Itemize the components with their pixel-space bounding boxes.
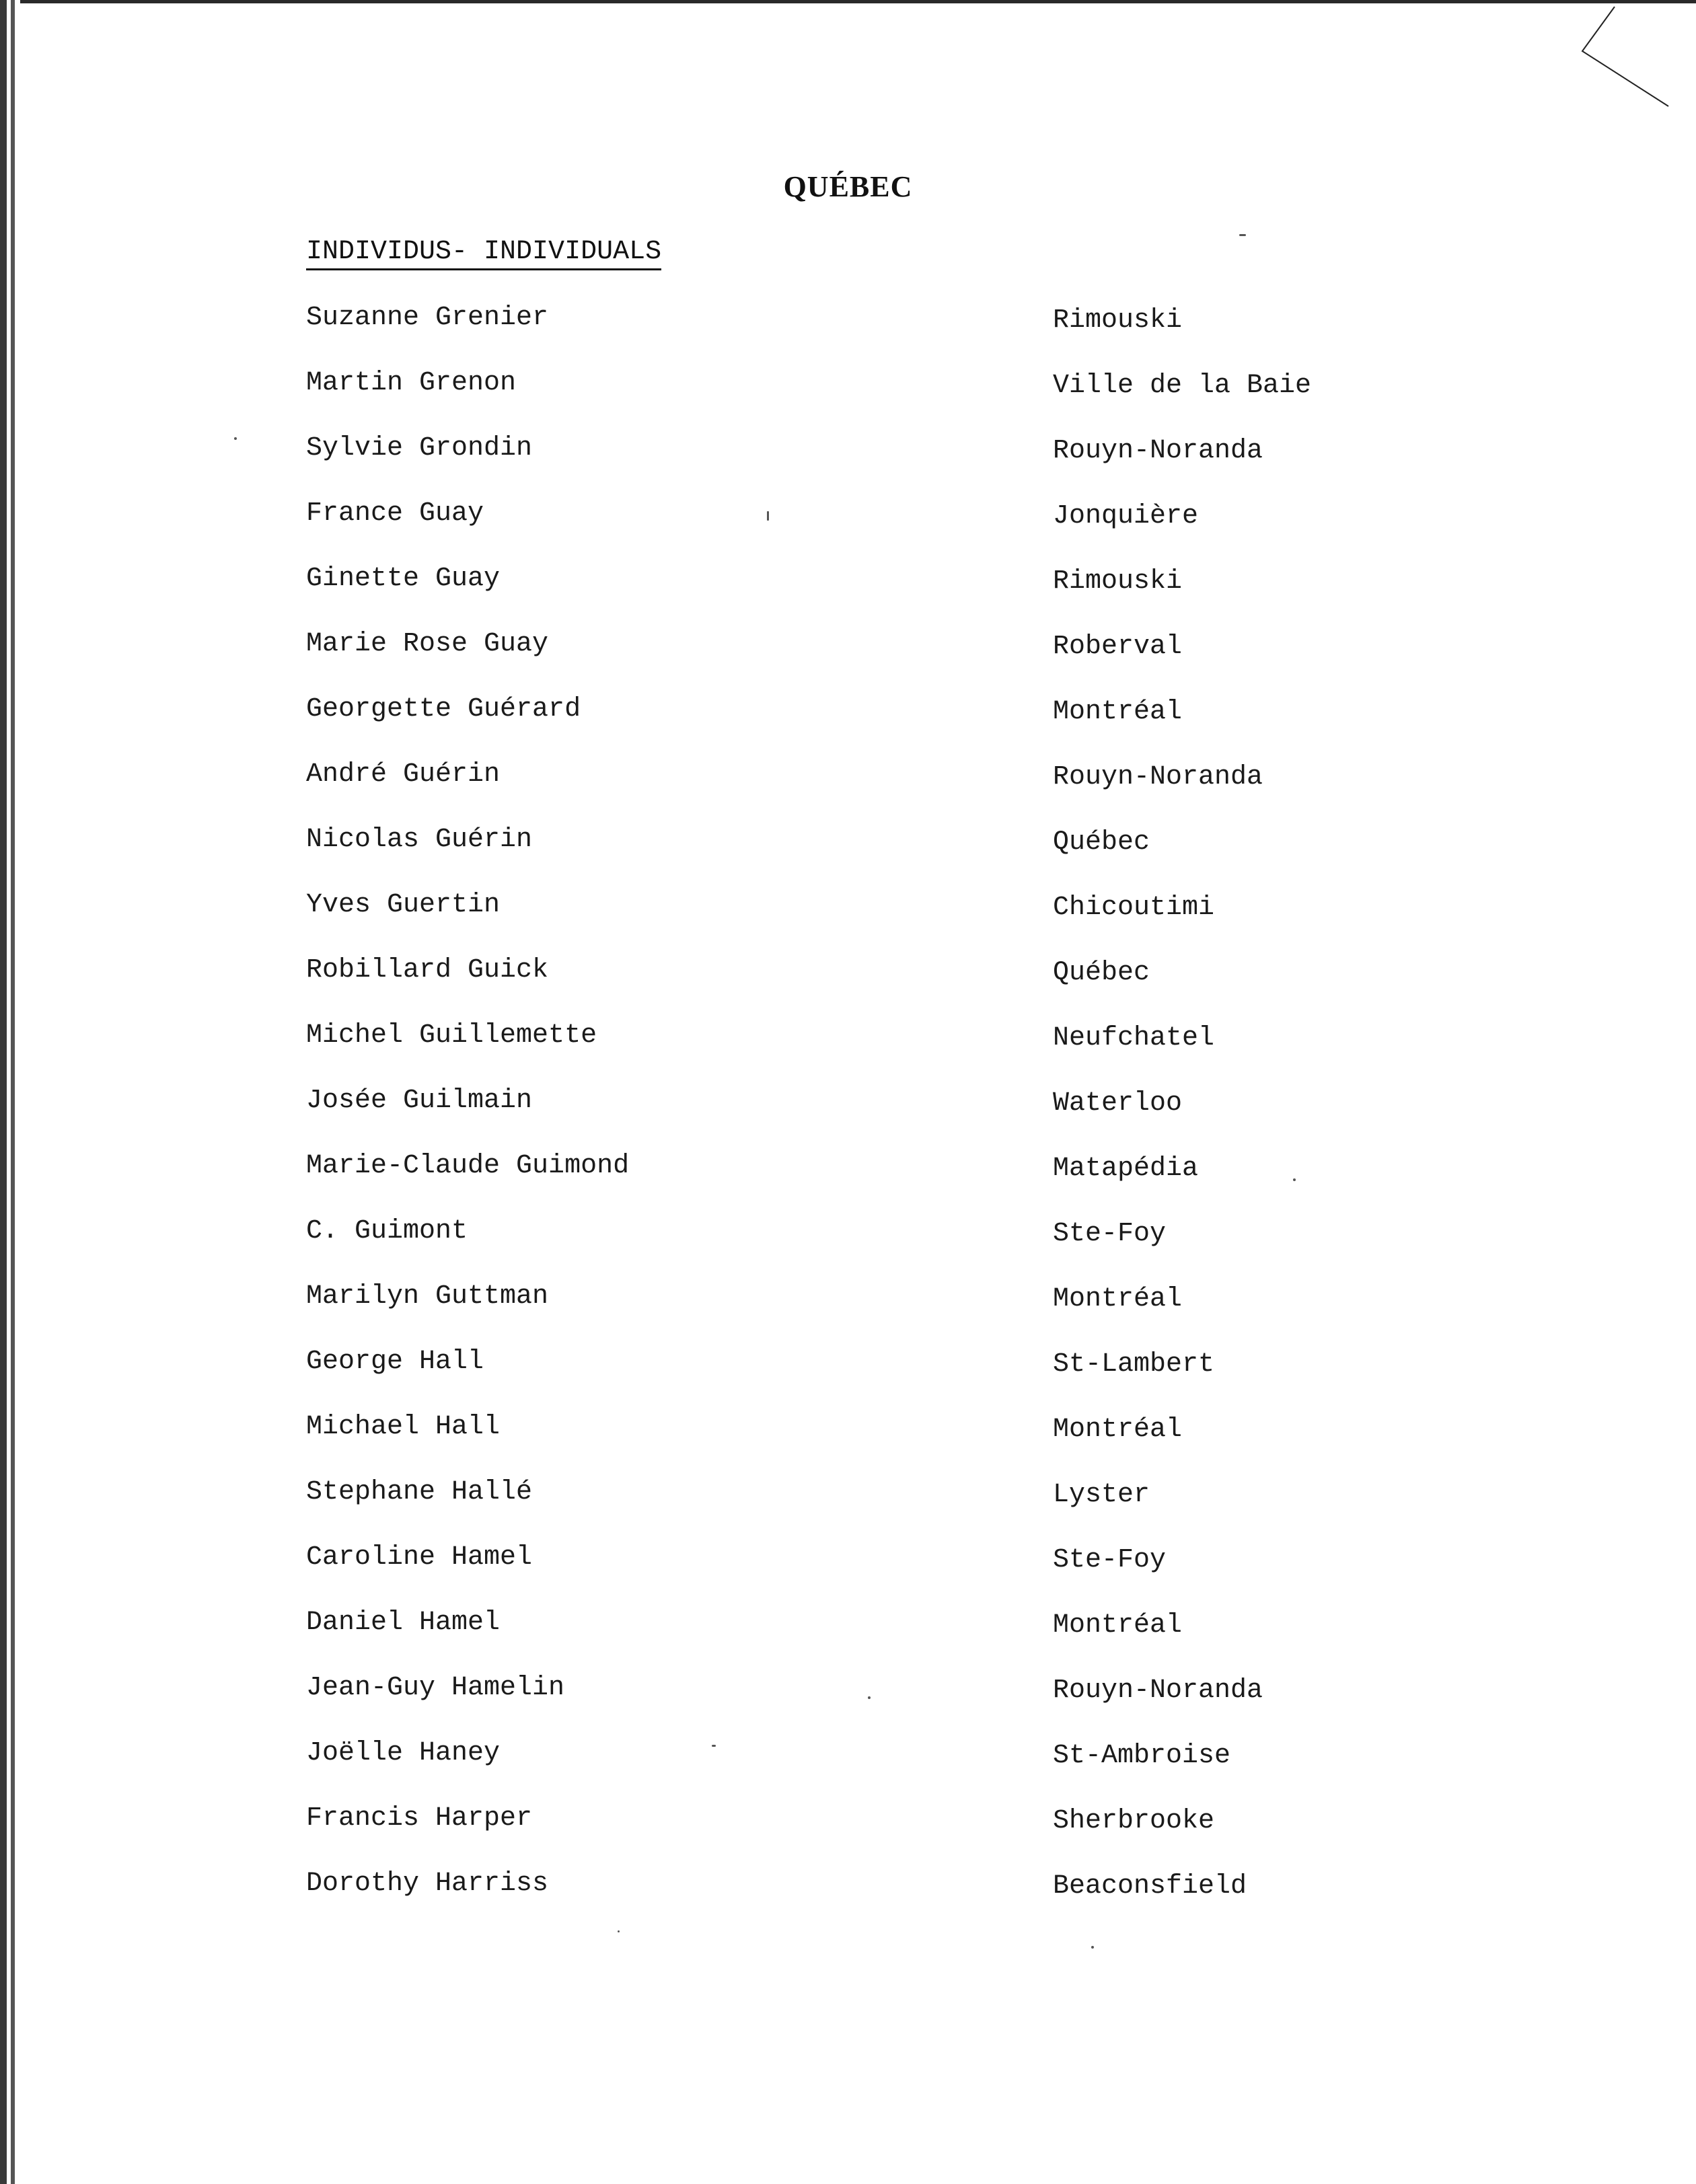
list-item [0, 622, 1696, 687]
individual-name: Jean-Guy Hamelin [306, 1673, 565, 1703]
individual-city: St-Ambroise [1053, 1741, 1231, 1771]
list-item [0, 1014, 1696, 1079]
individual-name: Suzanne Grenier [306, 303, 549, 333]
scan-speck [618, 1930, 620, 1932]
individual-name: Sylvie Grondin [306, 433, 533, 463]
individual-city: Rouyn-Noranda [1053, 762, 1263, 792]
list-item [0, 1405, 1696, 1470]
individual-city: Québec [1053, 958, 1150, 988]
individual-name: Michael Hall [306, 1412, 501, 1442]
individual-city: Jonquière [1053, 501, 1199, 531]
individual-name: Robillard Guick [306, 955, 549, 985]
list-item [0, 1666, 1696, 1731]
list-item [0, 883, 1696, 948]
list-item [0, 948, 1696, 1014]
individual-city: Rimouski [1053, 305, 1183, 336]
list-item [0, 1731, 1696, 1797]
individual-city: Neufchatel [1053, 1023, 1215, 1053]
individual-city: Québec [1053, 827, 1150, 858]
list-item [0, 492, 1696, 557]
individual-city: Chicoutimi [1053, 893, 1215, 923]
individual-name: C. Guimont [306, 1216, 468, 1246]
individual-city: St-Lambert [1053, 1349, 1215, 1380]
scan-speck [1239, 234, 1246, 236]
individual-city: Montréal [1053, 697, 1183, 727]
list-item [0, 1601, 1696, 1666]
individual-name: Dorothy Harriss [306, 1869, 549, 1899]
individual-city: Ville de la Baie [1053, 371, 1312, 401]
scan-speck [1293, 1178, 1296, 1181]
list-item [0, 1470, 1696, 1536]
individual-city: Ste-Foy [1053, 1545, 1167, 1575]
top-edge [20, 0, 1696, 3]
individual-name: Martin Grenon [306, 368, 517, 398]
individual-city: Rouyn-Noranda [1053, 436, 1263, 466]
individual-name: Georgette Guérard [306, 694, 581, 724]
scan-speck [767, 511, 769, 521]
scan-speck [1091, 1946, 1094, 1949]
individual-name: Yves Guertin [306, 890, 501, 920]
individual-name: Francis Harper [306, 1803, 533, 1834]
list-item [0, 1079, 1696, 1144]
individual-name: Marilyn Guttman [306, 1281, 549, 1312]
individual-city: Beaconsfield [1053, 1871, 1247, 1901]
individual-name: France Guay [306, 498, 484, 529]
scan-speck [868, 1696, 871, 1699]
individual-city: Montréal [1053, 1415, 1183, 1445]
individual-city: Lyster [1053, 1480, 1150, 1510]
list-item [0, 557, 1696, 622]
individual-name: Joëlle Haney [306, 1738, 501, 1768]
list-item [0, 426, 1696, 492]
individual-city: Rimouski [1053, 566, 1183, 597]
page-heading: QUÉBEC [783, 170, 913, 203]
individual-name: Marie-Claude Guimond [306, 1151, 630, 1181]
individual-name: Daniel Hamel [306, 1608, 501, 1638]
individual-name: Caroline Hamel [306, 1542, 533, 1573]
individual-name: George Hall [306, 1347, 484, 1377]
section-heading: INDIVIDUS- INDIVIDUALS [306, 237, 661, 270]
list-item [0, 1536, 1696, 1601]
individual-city: Rouyn-Noranda [1053, 1675, 1263, 1706]
individual-city: Waterloo [1053, 1088, 1183, 1119]
individual-city: Matapédia [1053, 1154, 1199, 1184]
individual-city: Montréal [1053, 1284, 1183, 1314]
list-item [0, 687, 1696, 753]
individuals-list [0, 296, 1696, 1927]
list-item [0, 296, 1696, 361]
scan-speck [712, 1745, 716, 1747]
individual-city: Sherbrooke [1053, 1806, 1215, 1836]
list-item [0, 1144, 1696, 1209]
individual-name: Ginette Guay [306, 564, 501, 594]
list-item [0, 1797, 1696, 1862]
individual-name: Stephane Hallé [306, 1477, 533, 1507]
individual-name: Marie Rose Guay [306, 629, 549, 659]
individual-name: Nicolas Guérin [306, 825, 533, 855]
list-item [0, 1862, 1696, 1927]
list-item [0, 753, 1696, 818]
individual-city: Ste-Foy [1053, 1219, 1167, 1249]
individual-name: Josée Guilmain [306, 1086, 533, 1116]
list-item [0, 1340, 1696, 1405]
list-item [0, 361, 1696, 426]
list-item [0, 1209, 1696, 1275]
individual-city: Roberval [1053, 632, 1183, 662]
scan-speck [234, 437, 237, 440]
list-item [0, 1275, 1696, 1340]
individual-city: Montréal [1053, 1610, 1183, 1641]
list-item [0, 818, 1696, 883]
folded-corner-mark [1574, 4, 1682, 112]
individual-name: André Guérin [306, 759, 501, 790]
individual-name: Michel Guillemette [306, 1020, 597, 1051]
